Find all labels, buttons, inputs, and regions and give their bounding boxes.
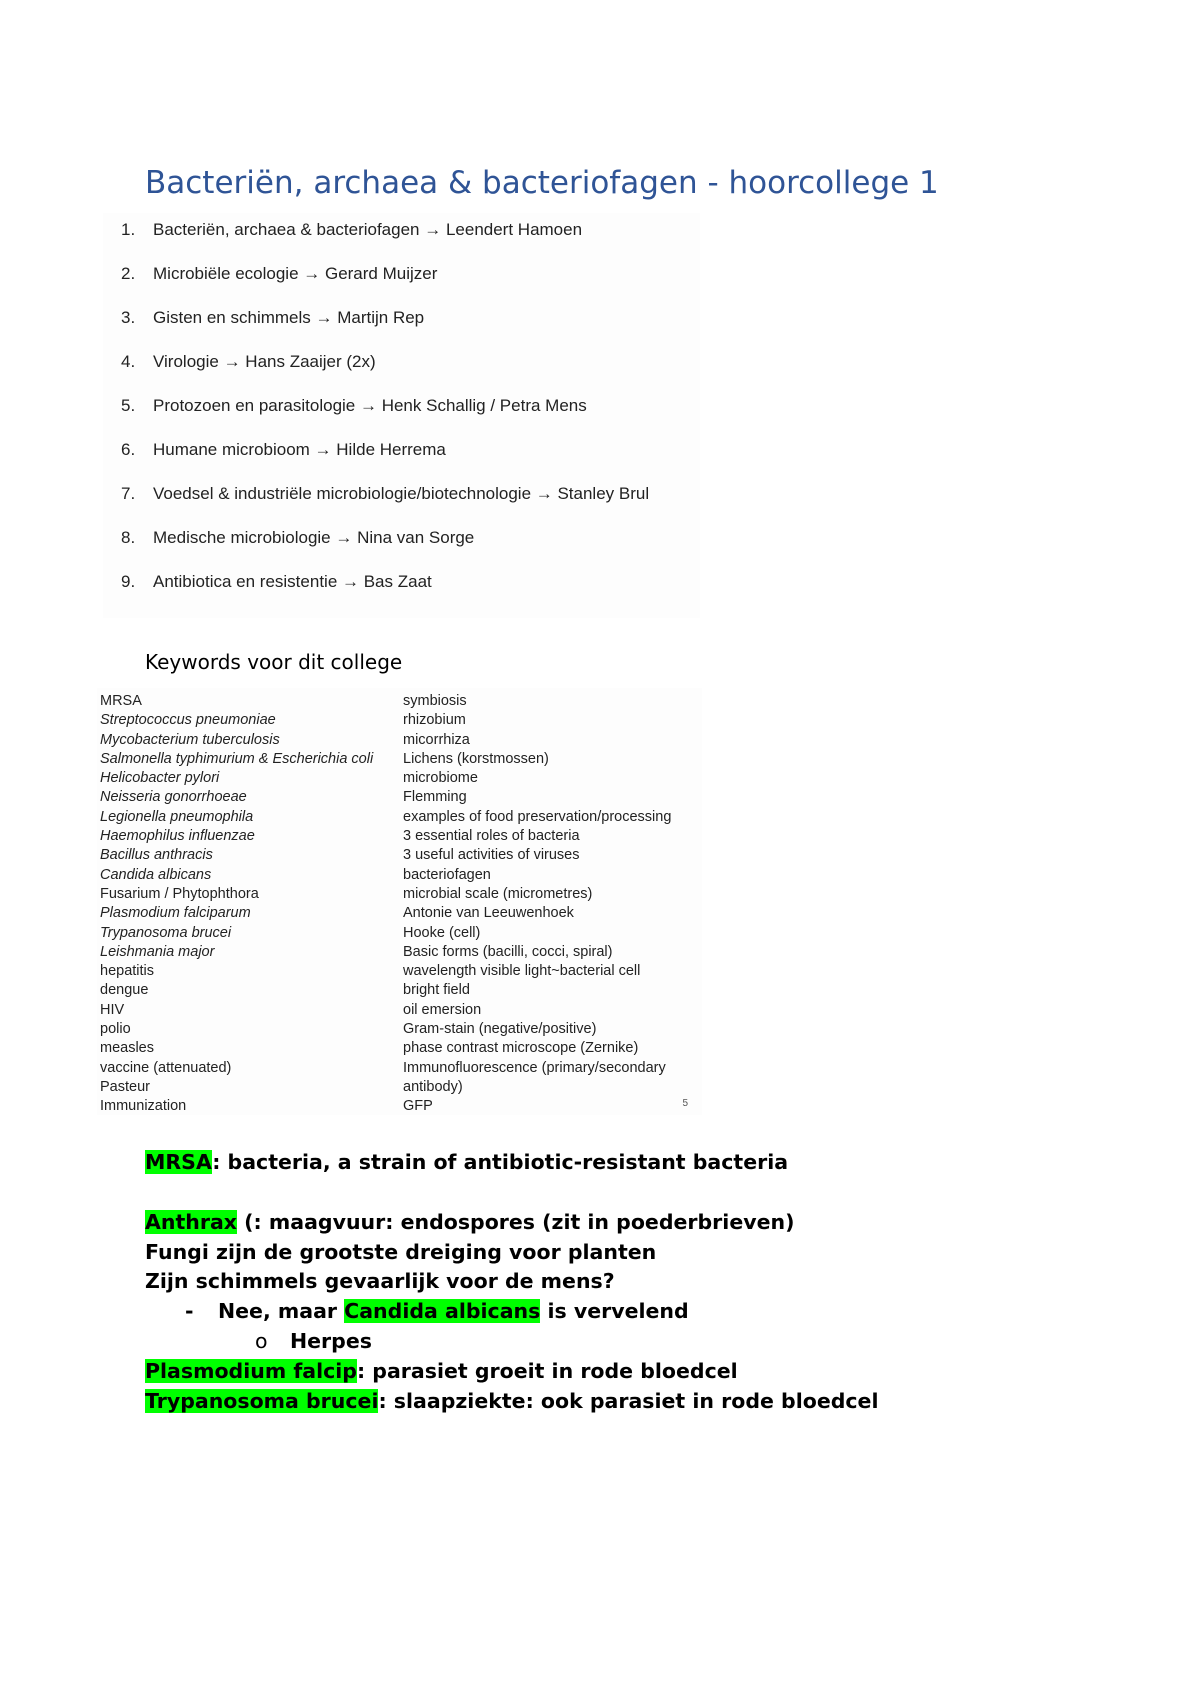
keyword-right-item: GFP xyxy=(403,1098,433,1115)
keyword-left-item: Candida albicans xyxy=(100,866,212,883)
note-candida-post: is vervelend xyxy=(540,1299,689,1323)
keyword-left-item: Immunization xyxy=(100,1098,187,1115)
keyword-left-item: MRSA xyxy=(100,693,142,709)
lecture-number: 9. xyxy=(121,572,136,591)
note-plasmodium-text: : parasiet groeit in rode bloedcel xyxy=(356,1359,738,1383)
note-herpes xyxy=(145,1327,545,1355)
lecture-text: Medische microbiologie → Nina van Sorge xyxy=(153,528,475,547)
lecture-number: 5. xyxy=(121,396,136,415)
note-fungi: Fungi zijn de grootste dreiging voor planten xyxy=(145,1240,657,1264)
keyword-right-item: 3 useful activities of viruses xyxy=(403,847,580,864)
keyword-left-item: vaccine (attenuated) xyxy=(100,1059,232,1076)
keyword-right-item: micorrhiza xyxy=(403,731,470,748)
note-mrsa xyxy=(145,1148,788,1176)
lecture-number: 3. xyxy=(121,308,136,327)
note-trypanosoma-text: : slaapziekte: ook parasiet in rode bloedcel xyxy=(378,1389,879,1413)
lecture-number: 4. xyxy=(121,352,136,371)
keyword-left-item: polio xyxy=(100,1021,131,1038)
highlight-mrsa: MRSA xyxy=(145,1150,213,1174)
note-anthrax-text: (: maagvuur: endospores (zit in poederbrieven) xyxy=(237,1210,795,1234)
keyword-right-item: antibody) xyxy=(403,1078,463,1095)
keyword-left-item: Salmonella typhimurium & Escherichia coli xyxy=(100,750,374,767)
keyword-left-item: Pasteur xyxy=(100,1078,150,1095)
note-herpes-text: Herpes xyxy=(290,1329,372,1353)
keyword-left-item: hepatitis xyxy=(100,963,155,980)
keyword-right-item: wavelength visible light~bacterial cell xyxy=(403,963,641,980)
keyword-left-item: measles xyxy=(100,1040,154,1057)
note-question: Zijn schimmels gevaarlijk voor de mens? xyxy=(145,1269,615,1293)
slide-page-number: 5 xyxy=(682,1098,688,1109)
keywords-left-column xyxy=(100,692,373,1117)
note-trypanosoma xyxy=(145,1387,878,1415)
lecture-text: Virologie → Hans Zaaijer (2x) xyxy=(153,352,376,371)
keyword-right-item: Lichens (korstmossen) xyxy=(403,750,549,767)
keyword-left-item: Leishmania major xyxy=(100,943,215,960)
keyword-left-item: Mycobacterium tuberculosis xyxy=(100,731,280,748)
note-anthrax xyxy=(145,1208,794,1236)
highlight-candida: Candida albicans xyxy=(344,1299,541,1323)
keyword-left-item: dengue xyxy=(100,982,149,999)
keyword-right-item: Immunofluorescence (primary/secondary xyxy=(403,1059,666,1076)
keyword-left-item: Haemophilus influenzae xyxy=(100,828,255,845)
keyword-left-item: HIV xyxy=(100,1001,125,1018)
keyword-right-item: Gram-stain (negative/positive) xyxy=(403,1021,597,1038)
keyword-right-item: 3 essential roles of bacteria xyxy=(403,828,580,845)
lecture-number: 1. xyxy=(121,220,136,239)
note-candida xyxy=(145,1297,845,1325)
lecture-text: Humane microbioom → Hilde Herrema xyxy=(153,440,446,459)
keywords-image xyxy=(97,688,702,1115)
keyword-left-item: Helicobacter pylori xyxy=(100,770,220,787)
page-title: Bacteriën, archaea & bacteriofagen - hoorcollege 1 xyxy=(145,165,939,201)
keyword-right-item: Flemming xyxy=(403,789,467,806)
keyword-right-item: bright field xyxy=(403,982,470,999)
keyword-left-item: Bacillus anthracis xyxy=(100,847,213,864)
keywords-heading: Keywords voor dit college xyxy=(145,650,403,674)
dash-bullet: - xyxy=(185,1299,194,1323)
keyword-right-item: oil emersion xyxy=(403,1001,482,1018)
lecture-number: 6. xyxy=(121,440,136,459)
keyword-right-item: symbiosis xyxy=(403,693,467,709)
keyword-right-item: Hooke (cell) xyxy=(403,924,481,941)
circle-bullet: o xyxy=(255,1329,268,1353)
keyword-left-item: Fusarium / Phytophthora xyxy=(100,885,259,902)
lecture-text: Antibiotica en resistentie → Bas Zaat xyxy=(153,572,432,591)
lecture-text: Protozoen en parasitologie → Henk Schallig / Petra Mens xyxy=(153,396,587,415)
keyword-left-item: Plasmodium falciparum xyxy=(100,905,251,922)
lecture-text: Bacteriën, archaea & bacteriofagen → Leendert Hamoen xyxy=(153,220,583,239)
highlight-trypanosoma: Trypanosoma brucei xyxy=(145,1389,379,1413)
keywords-right-column xyxy=(403,692,671,1117)
lecture-number: 2. xyxy=(121,264,136,283)
keyword-left-item: Legionella pneumophila xyxy=(100,808,254,825)
keyword-right-item: Antonie van Leeuwenhoek xyxy=(403,905,574,922)
lecture-number: 7. xyxy=(121,484,136,503)
keyword-right-item: bacteriofagen xyxy=(403,866,491,883)
lecture-number: 8. xyxy=(121,528,136,547)
keyword-right-item: examples of food preservation/processing xyxy=(403,808,672,825)
highlight-anthrax: Anthrax xyxy=(145,1210,238,1234)
keyword-left-item: Trypanosoma brucei xyxy=(100,924,232,941)
keyword-right-item: phase contrast microscope (Zernike) xyxy=(403,1040,639,1057)
keyword-right-item: microbiome xyxy=(403,770,478,787)
lecture-text: Voedsel & industriële microbiologie/biotechnologie → Stanley Brul xyxy=(153,484,650,503)
lecture-text: Microbiële ecologie → Gerard Muijzer xyxy=(153,264,438,283)
keyword-right-item: rhizobium xyxy=(403,712,466,729)
keyword-right-item: Basic forms (bacilli, cocci, spiral) xyxy=(403,943,613,960)
lecture-text: Gisten en schimmels → Martijn Rep xyxy=(153,308,425,327)
note-mrsa-text: : bacteria, a strain of antibiotic-resistant bacteria xyxy=(212,1150,789,1174)
keyword-right-item: microbial scale (micrometres) xyxy=(403,885,593,902)
note-candida-line xyxy=(218,1297,689,1325)
note-candida-pre: Nee, maar xyxy=(218,1299,345,1323)
keyword-left-item: Streptococcus pneumoniae xyxy=(100,712,276,729)
keyword-left-item: Neisseria gonorrhoeae xyxy=(100,789,247,806)
highlight-plasmodium: Plasmodium falcip xyxy=(145,1359,357,1383)
note-plasmodium xyxy=(145,1357,738,1385)
lecture-list-image xyxy=(103,213,700,618)
